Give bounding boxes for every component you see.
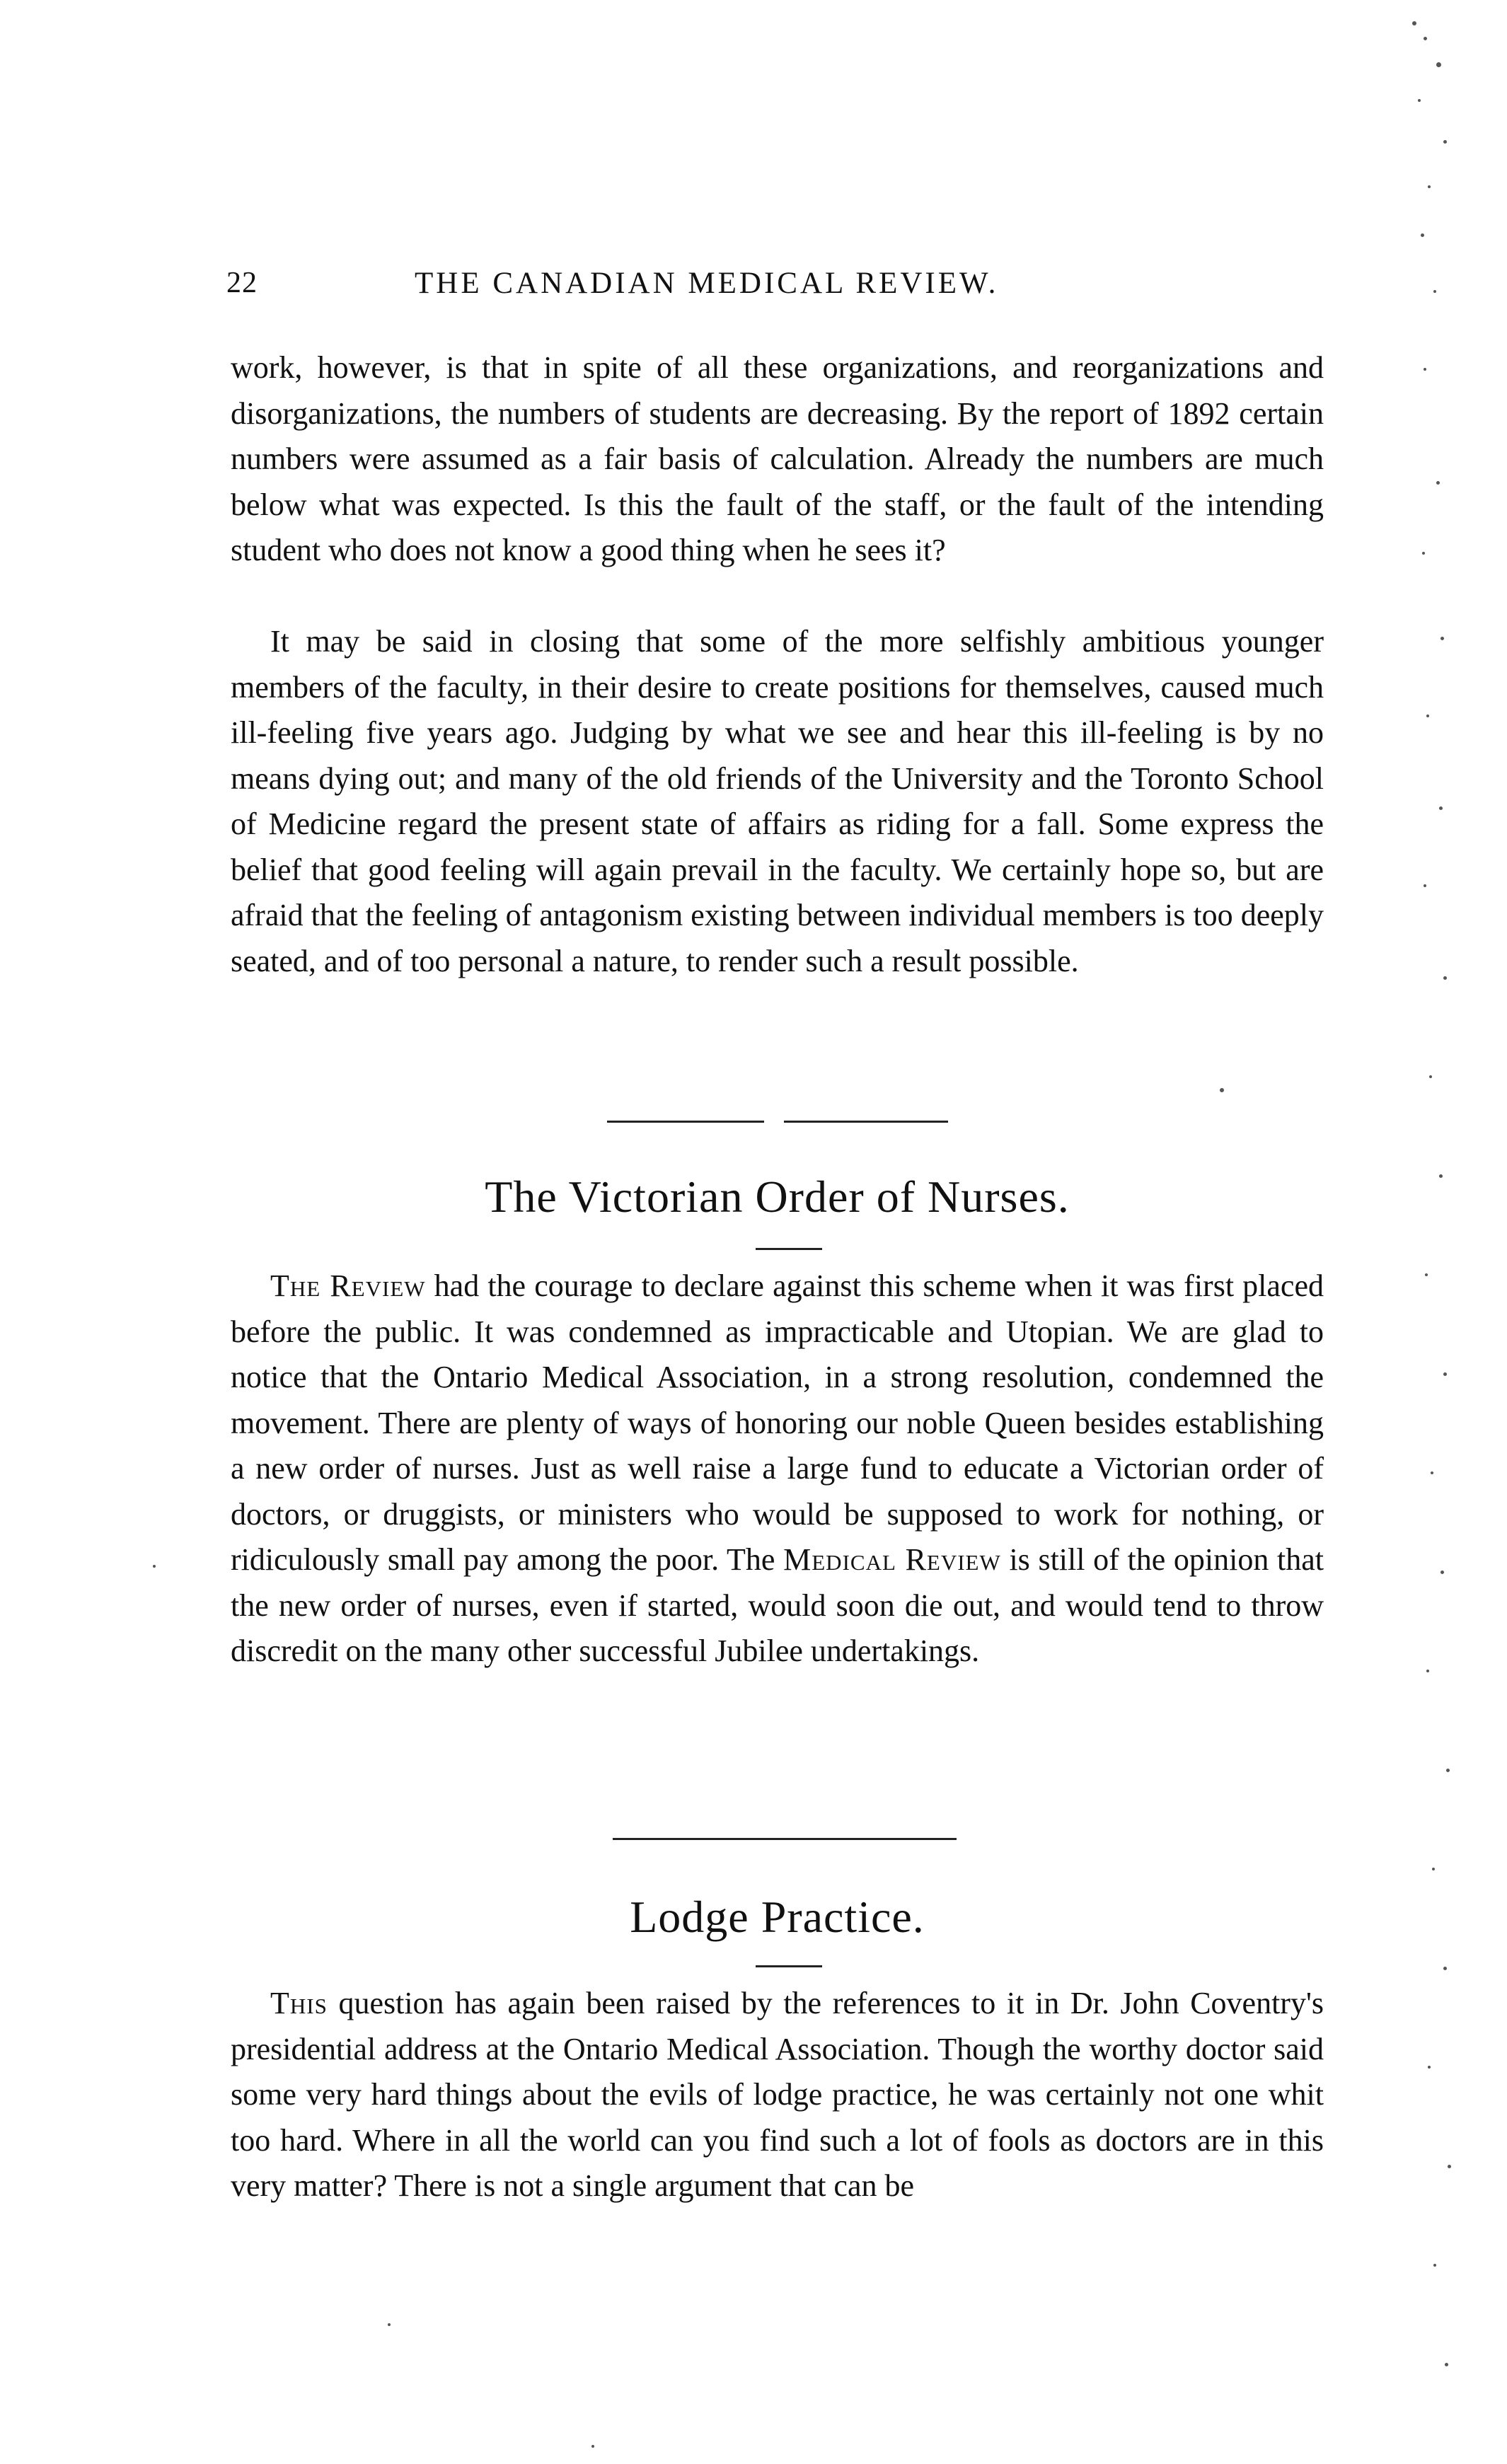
lead-words: The Review <box>270 1268 426 1303</box>
section-divider <box>784 1121 948 1123</box>
journal-name: Medical Review <box>783 1542 1001 1577</box>
title-underline <box>756 1965 822 1967</box>
section-title-lodge-practice: Lodge Practice. <box>630 1892 925 1942</box>
paragraph-text: had the courage to declare against this scheme when it was first placed before the public. It was condemned as impracticable and Utopian. We are glad to notice that the Ontario Medical Association, in a strong resolution, condemned the movement. There are plenty of ways of honoring our noble Queen besides establishing a new order of nurses. Just as well raise a large fund to educate a Victorian order of doctors, or druggists, or ministers who would be supposed to work for nothing, or ridiculously small pay among the poor. The <box>231 1268 1324 1577</box>
paragraph-text: question has again been raised by the references to it in Dr. John Coventry's presidential address at the Ontario Medical Association. Though the worthy doctor said some very hard things about the evils of lodge practice, he was certainly not one whit too hard. Where in all the world can you find such a lot of fools as doctors are in this very matter? There is not a single argument that can be <box>231 1986 1324 2203</box>
paragraph-text: is still of the opinion that the new order of nurses, even if started, would soon die out, and would tend to throw discredit on the many other successful Jubilee undertakings. <box>231 1542 1324 1668</box>
running-title: THE CANADIAN MEDICAL REVIEW. <box>415 267 999 300</box>
section-divider <box>607 1121 764 1123</box>
lodge-practice-paragraph <box>231 1981 1324 2209</box>
page-number: 22 <box>226 267 258 299</box>
section-title-victorian-order: The Victorian Order of Nurses. <box>485 1172 1070 1222</box>
closing-paragraph: It may be said in closing that some of the more selfishly ambitious younger members of the faculty, in their desire to create positions for themselves, caused much ill-feeling five years ago. Judging by what we see and hear this ill-feeling is by no means dying out; and many of the old friends of the University and the Toronto School of Medicine regard the present state of affairs as riding for a fall. Some express the belief that good feeling will again prevail in the faculty. We certainly hope so, but are afraid that the feeling of antagonism existing between individual members is too deeply seated, and of too personal a nature, to render such a result possible. <box>231 624 1324 978</box>
section-divider <box>613 1838 957 1840</box>
lead-words: This <box>270 1986 328 2020</box>
title-underline <box>756 1248 822 1250</box>
page-header <box>226 266 1330 316</box>
victorian-order-paragraph <box>231 1263 1324 1675</box>
continuation-paragraph: work, however, is that in spite of all these organizations, and reorganizations and disorganizations, the numbers of students are decreasing. By the report of 1892 certain numbers were assumed as a fair basis of calculation. Already the numbers are much below what was expected. Is this the fault of the staff, or the fault of the intending student who does not know a good thing when he sees it? <box>231 350 1324 567</box>
